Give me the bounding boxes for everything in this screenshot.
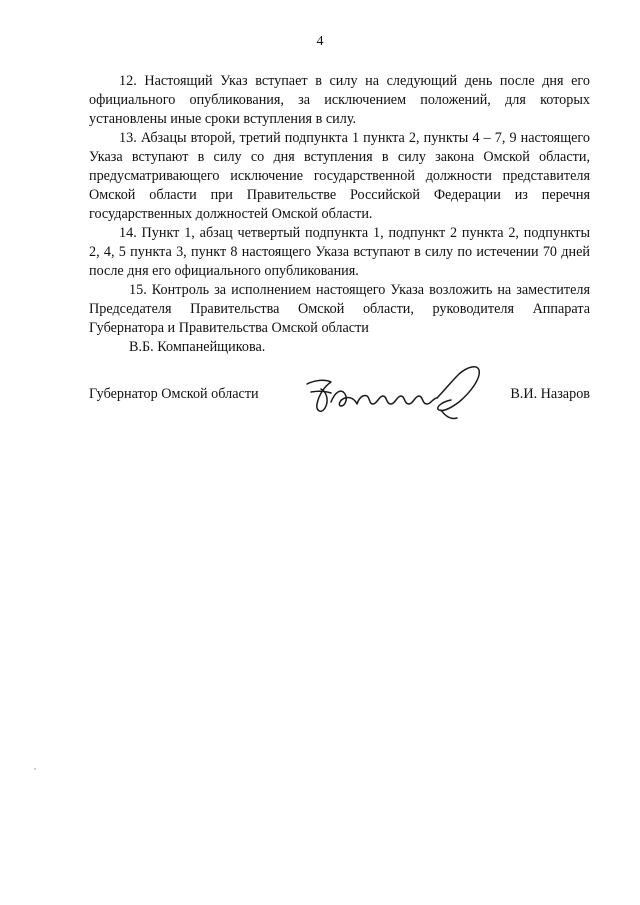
paragraph-14: 14. Пункт 1, абзац четвертый подпункта 1, подпункт 2 пункта 2, подпункты 2, 4, 5 пункта 3, пункт 8 настоящего Указа вступают в силу по истечении 70 дней после дня его официального опубликования. [89,225,590,279]
paragraph-15 [89,281,590,357]
paragraph-12: 12. Настоящий Указ вступает в силу на следующий день после дня его официального опубликования, за исключением положений, для которых установлены иные сроки вступления в силу. [89,73,590,127]
signatory-name: В.И. Назаров [510,386,590,402]
paragraph-15-last-line: В.Б. Компанейщикова. [129,339,266,355]
handwritten-signature [301,362,501,424]
paragraph-13: 13. Абзацы второй, третий подпункта 1 пункта 2, пункты 4 – 7, 9 настоящего Указа вступают в силу со дня вступления в силу закона Омской области, предусматривающего исключение государственной должности представителя Омской области при Правительстве Российской Федерации из перечня государственных должностей Омской области. [89,130,590,222]
document-body [89,72,590,357]
signatory-position: Губернатор Омской области [89,386,259,402]
scan-speck [34,768,36,770]
signature-block [89,368,590,428]
page-number: 4 [316,34,324,49]
paragraph-15-text: 15. Контроль за исполнением настоящего Указа возложить на заместителя Председателя Правительства Омской области, руководителя Аппарата Губернатора и Правительства Омской области [89,282,590,336]
